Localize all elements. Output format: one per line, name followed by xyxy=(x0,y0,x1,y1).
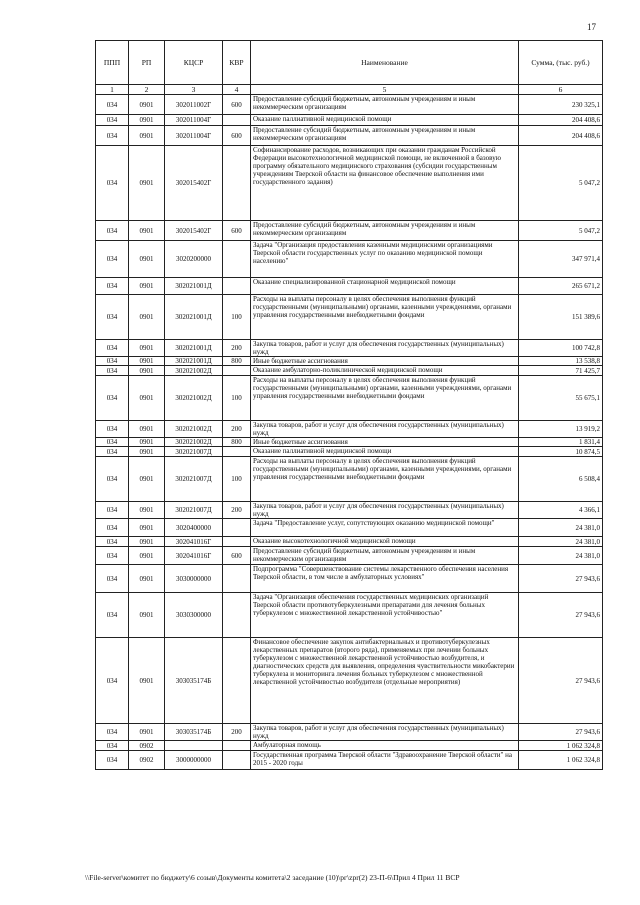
cell-kcsr: 302011002Г xyxy=(165,95,223,115)
cell-kvr: 100 xyxy=(223,295,251,340)
cell-sum: 13 538,8 xyxy=(519,357,603,366)
cell-kvr xyxy=(223,447,251,457)
cell-name: Закупка товаров, работ и услуг для обеспечения государственных (муниципальных) нужд xyxy=(251,724,519,741)
table-row xyxy=(96,295,603,340)
cell-sum: 100 742,8 xyxy=(519,340,603,357)
cell-kcsr: 302021002Д xyxy=(165,376,223,421)
cell-ppp: 034 xyxy=(96,741,129,751)
table-row xyxy=(96,421,603,438)
cell-kvr: 100 xyxy=(223,376,251,421)
cell-rp: 0901 xyxy=(129,447,165,457)
cell-name: Иные бюджетные ассигнования xyxy=(251,438,519,447)
cell-sum: 5 047,2 xyxy=(519,221,603,241)
cell-kvr xyxy=(223,519,251,537)
cell-kcsr: 302021002Д xyxy=(165,438,223,447)
table-row xyxy=(96,502,603,519)
cell-kcsr: 302021001Д xyxy=(165,357,223,366)
cell-name: Закупка товаров, работ и услуг для обеспечения государственных (муниципальных) нужд xyxy=(251,340,519,357)
cell-rp: 0902 xyxy=(129,741,165,751)
file-path-footer: \\File-server\комитет по бюджету\6 созыв\Документы комитета\2 заседание (10)\рг\zpr(2) 23-П-6\Прил 4 Прил 11 ВСР xyxy=(85,873,460,882)
cell-sum: 55 675,1 xyxy=(519,376,603,421)
column-number: 1 xyxy=(96,85,129,95)
table-row xyxy=(96,519,603,537)
cell-sum: 24 381,0 xyxy=(519,537,603,547)
cell-name: Задача "Организация предоставления казенными медицинскими организациями Тверской области государственных услуг по оказанию медицинской помощи населению" xyxy=(251,241,519,278)
cell-kcsr: 3020200000 xyxy=(165,241,223,278)
budget-table xyxy=(95,40,603,770)
cell-kvr: 600 xyxy=(223,95,251,115)
cell-ppp: 034 xyxy=(96,221,129,241)
cell-rp: 0901 xyxy=(129,221,165,241)
cell-ppp: 034 xyxy=(96,295,129,340)
cell-ppp: 034 xyxy=(96,357,129,366)
cell-rp: 0901 xyxy=(129,519,165,537)
cell-rp: 0901 xyxy=(129,115,165,126)
cell-kcsr: 302021002Д xyxy=(165,421,223,438)
cell-kvr: 200 xyxy=(223,421,251,438)
cell-kcsr: 302011004Г xyxy=(165,115,223,126)
column-number: 6 xyxy=(519,85,603,95)
cell-ppp: 034 xyxy=(96,565,129,593)
cell-name: Оказание специализированной стационарной медицинской помощи xyxy=(251,278,519,295)
cell-kcsr: 303035174Б xyxy=(165,638,223,724)
cell-rp: 0901 xyxy=(129,295,165,340)
cell-name: Закупка товаров, работ и услуг для обеспечения государственных (муниципальных) нужд xyxy=(251,502,519,519)
cell-rp: 0901 xyxy=(129,241,165,278)
cell-ppp: 034 xyxy=(96,115,129,126)
cell-name: Предоставление субсидий бюджетным, автономным учреждениям и иным некоммерческим организациям xyxy=(251,95,519,115)
cell-ppp: 034 xyxy=(96,519,129,537)
cell-name: Подпрограмма "Совершенствование системы лекарственного обеспечения населения Тверской области, в том числе в амбулаторных условиях" xyxy=(251,565,519,593)
cell-name: Задача "Организация обеспечения государственных медицинских организаций Тверской области противотуберкулезными препаратами для лечения больных туберкулезом с множественной лекарственной устойчивостью" xyxy=(251,593,519,638)
cell-rp: 0902 xyxy=(129,751,165,770)
cell-kvr xyxy=(223,638,251,724)
cell-rp: 0901 xyxy=(129,376,165,421)
cell-name: Иные бюджетные ассигнования xyxy=(251,357,519,366)
cell-name: Предоставление субсидий бюджетным, автономным учреждениям и иным некоммерческим организациям xyxy=(251,547,519,565)
table-row xyxy=(96,447,603,457)
cell-sum: 10 874,5 xyxy=(519,447,603,457)
cell-sum: 13 919,2 xyxy=(519,421,603,438)
table-row xyxy=(96,537,603,547)
cell-name: Расходы на выплаты персоналу в целях обеспечения выполнения функций государственными (муниципальными) органами, казенными учреждениями, органами управления государственными внебюджетными фондами xyxy=(251,376,519,421)
cell-rp: 0901 xyxy=(129,724,165,741)
cell-name: Амбулаторная помощь xyxy=(251,741,519,751)
cell-rp: 0901 xyxy=(129,438,165,447)
cell-rp: 0901 xyxy=(129,565,165,593)
cell-name: Предоставление субсидий бюджетным, автономным учреждениям и иным некоммерческим организациям xyxy=(251,221,519,241)
cell-rp: 0901 xyxy=(129,357,165,366)
cell-kvr xyxy=(223,751,251,770)
cell-name: Государственная программа Тверской области "Здравоохранение Тверской области" на 2015 - 2020 годы xyxy=(251,751,519,770)
cell-name: Оказание паллиативной медицинской помощи xyxy=(251,115,519,126)
cell-kcsr: 302021002Д xyxy=(165,366,223,376)
cell-sum: 27 943,6 xyxy=(519,638,603,724)
cell-kvr xyxy=(223,241,251,278)
cell-name: Оказание паллиативной медицинской помощи xyxy=(251,447,519,457)
cell-sum: 1 831,4 xyxy=(519,438,603,447)
cell-ppp: 034 xyxy=(96,638,129,724)
cell-rp: 0901 xyxy=(129,126,165,146)
cell-rp: 0901 xyxy=(129,502,165,519)
header-row xyxy=(96,41,603,85)
cell-kcsr: 302015402Г xyxy=(165,146,223,221)
cell-ppp: 034 xyxy=(96,593,129,638)
cell-kcsr: 302021001Д xyxy=(165,340,223,357)
cell-rp: 0901 xyxy=(129,146,165,221)
cell-ppp: 034 xyxy=(96,751,129,770)
cell-ppp: 034 xyxy=(96,340,129,357)
cell-name: Закупка товаров, работ и услуг для обеспечения государственных (муниципальных) нужд xyxy=(251,421,519,438)
cell-kcsr: 302041016Г xyxy=(165,547,223,565)
cell-rp: 0901 xyxy=(129,457,165,502)
cell-kvr: 200 xyxy=(223,724,251,741)
column-number: 4 xyxy=(223,85,251,95)
cell-kcsr: 303035174Б xyxy=(165,724,223,741)
cell-sum: 27 943,6 xyxy=(519,593,603,638)
cell-kcsr: 3030300000 xyxy=(165,593,223,638)
cell-sum: 6 508,4 xyxy=(519,457,603,502)
cell-ppp: 034 xyxy=(96,547,129,565)
cell-ppp: 034 xyxy=(96,241,129,278)
cell-name: Предоставление субсидий бюджетным, автономным учреждениям и иным некоммерческим организациям xyxy=(251,126,519,146)
cell-sum: 204 408,6 xyxy=(519,126,603,146)
cell-kvr xyxy=(223,741,251,751)
header-kcsr: КЦСР xyxy=(165,41,223,85)
cell-kcsr: 302021007Д xyxy=(165,457,223,502)
cell-rp: 0901 xyxy=(129,278,165,295)
header-ppp: ППП xyxy=(96,41,129,85)
cell-ppp: 034 xyxy=(96,502,129,519)
cell-kvr: 100 xyxy=(223,457,251,502)
cell-kvr xyxy=(223,537,251,547)
table-row xyxy=(96,340,603,357)
page-number: 17 xyxy=(587,22,596,32)
cell-kcsr: 302021001Д xyxy=(165,295,223,340)
cell-kvr: 600 xyxy=(223,221,251,241)
cell-sum: 230 325,1 xyxy=(519,95,603,115)
cell-kvr xyxy=(223,278,251,295)
cell-kcsr: 3000000000 xyxy=(165,751,223,770)
cell-rp: 0901 xyxy=(129,95,165,115)
table-row xyxy=(96,126,603,146)
cell-kvr xyxy=(223,115,251,126)
table-row xyxy=(96,278,603,295)
cell-ppp: 034 xyxy=(96,146,129,221)
cell-kvr xyxy=(223,366,251,376)
cell-kcsr: 3020400000 xyxy=(165,519,223,537)
table-row xyxy=(96,724,603,741)
header-rp: РП xyxy=(129,41,165,85)
cell-rp: 0901 xyxy=(129,593,165,638)
table-row xyxy=(96,241,603,278)
cell-sum: 1 062 324,8 xyxy=(519,751,603,770)
column-number-row xyxy=(96,85,603,95)
cell-sum: 24 381,0 xyxy=(519,519,603,537)
table-row xyxy=(96,376,603,421)
header-kvr: КВР xyxy=(223,41,251,85)
cell-kvr xyxy=(223,146,251,221)
cell-kvr: 600 xyxy=(223,547,251,565)
cell-kcsr: 302021007Д xyxy=(165,447,223,457)
cell-name: Оказание высокотехнологичной медицинской помощи xyxy=(251,537,519,547)
table-row xyxy=(96,438,603,447)
table-row xyxy=(96,565,603,593)
table-row xyxy=(96,357,603,366)
cell-kvr: 200 xyxy=(223,340,251,357)
cell-kvr: 200 xyxy=(223,502,251,519)
cell-sum: 1 062 324,8 xyxy=(519,741,603,751)
cell-ppp: 034 xyxy=(96,457,129,502)
cell-sum: 5 047,2 xyxy=(519,146,603,221)
column-number: 5 xyxy=(251,85,519,95)
cell-sum: 27 943,6 xyxy=(519,724,603,741)
cell-kcsr xyxy=(165,741,223,751)
cell-sum: 347 971,4 xyxy=(519,241,603,278)
cell-kcsr: 302041016Г xyxy=(165,537,223,547)
table-row xyxy=(96,638,603,724)
cell-name: Оказание амбулаторно-поликлинической медицинской помощи xyxy=(251,366,519,376)
cell-rp: 0901 xyxy=(129,340,165,357)
cell-kvr: 600 xyxy=(223,126,251,146)
cell-rp: 0901 xyxy=(129,421,165,438)
cell-kcsr: 302015402Г xyxy=(165,221,223,241)
table-row xyxy=(96,95,603,115)
cell-kcsr: 302021007Д xyxy=(165,502,223,519)
cell-sum: 4 366,1 xyxy=(519,502,603,519)
cell-sum: 151 389,6 xyxy=(519,295,603,340)
header-name: Наименование xyxy=(251,41,519,85)
cell-ppp: 034 xyxy=(96,537,129,547)
cell-name: Задача "Предоставление услуг, сопутствующих оказанию медицинской помощи" xyxy=(251,519,519,537)
cell-sum: 204 408,6 xyxy=(519,115,603,126)
table-row xyxy=(96,221,603,241)
header-sum: Сумма, (тыс. руб.) xyxy=(519,41,603,85)
column-number: 3 xyxy=(165,85,223,95)
cell-kcsr: 302021001Д xyxy=(165,278,223,295)
table-row xyxy=(96,593,603,638)
cell-kvr: 800 xyxy=(223,357,251,366)
table-row xyxy=(96,457,603,502)
cell-rp: 0901 xyxy=(129,366,165,376)
cell-ppp: 034 xyxy=(96,126,129,146)
cell-sum: 27 943,6 xyxy=(519,565,603,593)
cell-ppp: 034 xyxy=(96,278,129,295)
cell-sum: 24 381,0 xyxy=(519,547,603,565)
cell-kvr xyxy=(223,593,251,638)
table-row xyxy=(96,751,603,770)
cell-kcsr: 3030000000 xyxy=(165,565,223,593)
cell-ppp: 034 xyxy=(96,366,129,376)
table-row xyxy=(96,115,603,126)
cell-rp: 0901 xyxy=(129,638,165,724)
cell-kcsr: 302011004Г xyxy=(165,126,223,146)
column-number: 2 xyxy=(129,85,165,95)
table-row xyxy=(96,146,603,221)
cell-ppp: 034 xyxy=(96,95,129,115)
cell-ppp: 034 xyxy=(96,447,129,457)
cell-ppp: 034 xyxy=(96,376,129,421)
cell-ppp: 034 xyxy=(96,421,129,438)
cell-sum: 265 671,2 xyxy=(519,278,603,295)
cell-name: Финансовое обеспечение закупок антибактериальных и противотуберкулезных лекарственных препаратов (второго ряда), применяемых при лечении больных туберкулезом с множественной лекарственной устойчивостью возбудителя, и диагностических средств для выявления, определения чувствительности микобактерии туберкулеза и мониторинга лечения больных туберкулезом с множественной лекарственной устойчивостью возбудителя (отдельные мероприятия) xyxy=(251,638,519,724)
cell-kvr xyxy=(223,565,251,593)
table-row xyxy=(96,741,603,751)
cell-ppp: 034 xyxy=(96,724,129,741)
table-row xyxy=(96,366,603,376)
cell-sum: 71 425,7 xyxy=(519,366,603,376)
cell-ppp: 034 xyxy=(96,438,129,447)
table-row xyxy=(96,547,603,565)
cell-name: Софинансирование расходов, возникающих при оказании гражданам Российской Федерации высокотехнологичной медицинской помощи, не включенной в базовую программу обязательного медицинского страхования (субсидии государственным учреждениям Тверской области на финансовое обеспечение выполнения ими государственного задания) xyxy=(251,146,519,221)
cell-rp: 0901 xyxy=(129,537,165,547)
cell-name: Расходы на выплаты персоналу в целях обеспечения выполнения функций государственными (муниципальными) органами, казенными учреждениями, органами управления государственными внебюджетными фондами xyxy=(251,457,519,502)
cell-rp: 0901 xyxy=(129,547,165,565)
cell-name: Расходы на выплаты персоналу в целях обеспечения выполнения функций государственными (муниципальными) органами, казенными учреждениями, органами управления государственными внебюджетными фондами xyxy=(251,295,519,340)
cell-kvr: 800 xyxy=(223,438,251,447)
